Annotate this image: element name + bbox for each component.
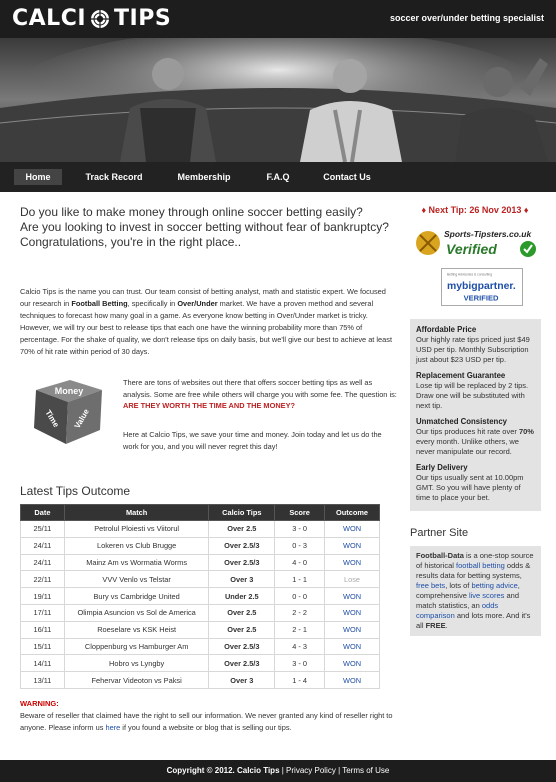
partner-text-2: odds & results data for betting systems, bbox=[416, 561, 531, 580]
warning-text-1: Beware of reseller that claimed have the right to sell our information. We never granted any kind of reseller right to anyone. Please inform us bbox=[20, 711, 393, 732]
col-score: Score bbox=[275, 505, 325, 521]
cell-tip: Over 3 bbox=[209, 571, 275, 588]
worth-paragraph bbox=[123, 377, 399, 412]
warning-title: WARNING: bbox=[20, 699, 59, 708]
cell-tip: Over 2.5 bbox=[209, 521, 275, 538]
cell-tip: Over 2.5 bbox=[209, 621, 275, 638]
partner-name[interactable]: Football-Data bbox=[416, 551, 464, 560]
worth-text: There are tons of websites out there that offers soccer betting tips as well as analysis. Some are free while others will charge you with some fee. The question is: bbox=[123, 378, 397, 399]
sports-tipsters-verified-badge[interactable] bbox=[410, 223, 540, 261]
cell-match: Fehervar Videoton vs Paksi bbox=[64, 672, 209, 689]
hero-banner bbox=[0, 38, 556, 162]
table-row bbox=[21, 521, 380, 538]
cell-outcome[interactable]: WON bbox=[325, 672, 380, 689]
cell-date: 15/11 bbox=[21, 638, 65, 655]
cell-match: Bury vs Cambridge United bbox=[64, 588, 209, 605]
cell-match: Hobro vs Lyngby bbox=[64, 655, 209, 672]
col-date: Date bbox=[21, 505, 65, 521]
nav-membership[interactable]: Membership bbox=[177, 172, 231, 182]
cell-match: Olimpia Asuncion vs Sol de America bbox=[64, 604, 209, 621]
cell-outcome[interactable]: WON bbox=[325, 655, 380, 672]
privacy-policy-link[interactable]: Privacy Policy bbox=[286, 766, 336, 775]
cell-score: 4 - 3 bbox=[275, 638, 325, 655]
cell-date: 25/11 bbox=[21, 521, 65, 538]
cell-score: 1 - 1 bbox=[275, 571, 325, 588]
site-footer bbox=[0, 760, 556, 782]
cell-date: 24/11 bbox=[21, 537, 65, 554]
table-row bbox=[21, 672, 380, 689]
cell-match: Roeselare vs KSK Heist bbox=[64, 621, 209, 638]
cell-date: 24/11 bbox=[21, 554, 65, 571]
dice-word-time: Time bbox=[43, 408, 61, 429]
about-text-2: , specifically in bbox=[127, 299, 178, 308]
cell-outcome[interactable]: WON bbox=[325, 638, 380, 655]
site-header bbox=[0, 0, 556, 38]
promo-title-price: Affordable Price bbox=[416, 325, 477, 334]
table-row bbox=[21, 537, 380, 554]
cell-score: 3 - 0 bbox=[275, 655, 325, 672]
cell-tip: Over 3 bbox=[209, 672, 275, 689]
partner-text-1: is a one-stop source of historical bbox=[416, 551, 534, 570]
table-row bbox=[21, 621, 380, 638]
table-row bbox=[21, 604, 380, 621]
cell-match: Petrolul Ploiesti vs Viitorul bbox=[64, 521, 209, 538]
tips-table-body bbox=[21, 521, 380, 689]
cell-match: Mainz Am vs Wormatia Worms bbox=[64, 554, 209, 571]
promo-title-guarantee: Replacement Guarantee bbox=[416, 371, 506, 380]
about-text-1: Calcio Tips is the name you can trust. Our team consist of betting analyst, math and statistic expert. We focused our research in bbox=[20, 287, 386, 308]
promo-consistency-b: every month. Unlike others, we never manipulate our record. bbox=[416, 437, 519, 456]
warning-text bbox=[20, 710, 400, 734]
cell-score: 2 - 1 bbox=[275, 621, 325, 638]
logo-text-left: CALCI bbox=[12, 6, 87, 31]
nav-home[interactable]: Home bbox=[14, 169, 62, 185]
partner-text-3: , lots of bbox=[445, 581, 472, 590]
table-row bbox=[21, 571, 380, 588]
table-row bbox=[21, 655, 380, 672]
cell-outcome[interactable]: WON bbox=[325, 604, 380, 621]
cell-tip: Over 2.5/3 bbox=[209, 537, 275, 554]
promo-consistency-bold: 70% bbox=[518, 427, 534, 436]
warning-text-2: if you found a website or blog that is selling our tips. bbox=[120, 723, 292, 732]
footer-sep-2: | bbox=[335, 766, 343, 775]
cell-match: VVV Venlo vs Telstar bbox=[64, 571, 209, 588]
footer-sep-1: | bbox=[279, 766, 287, 775]
partner-text-6: and lots more. And it's all bbox=[416, 611, 531, 630]
intro-line-2: Are you looking to invest in soccer betting without fear of bankruptcy? bbox=[20, 220, 389, 234]
soccer-ball-icon bbox=[90, 9, 110, 29]
sports-tipsters-verified-text: Verified bbox=[446, 241, 497, 257]
col-calcio-tips: Calcio Tips bbox=[209, 505, 275, 521]
cell-match: Cloppenburg vs Hamburger Am bbox=[64, 638, 209, 655]
cell-date: 13/11 bbox=[21, 672, 65, 689]
footer-copyright: Copyright © 2012. Calcio Tips bbox=[166, 766, 280, 775]
nav-faq[interactable]: F.A.Q bbox=[266, 172, 290, 182]
partner-link-odds-comparison[interactable]: odds comparison bbox=[416, 601, 499, 620]
cell-score: 1 - 4 bbox=[275, 672, 325, 689]
cell-outcome[interactable]: WON bbox=[325, 621, 380, 638]
cell-score: 0 - 0 bbox=[275, 588, 325, 605]
sports-tipsters-name: Sports-Tipsters.co.uk bbox=[444, 229, 532, 239]
promo-title-delivery: Early Delivery bbox=[416, 463, 468, 472]
partner-link-free-bets[interactable]: free bets bbox=[416, 581, 446, 590]
partner-link-betting-advice[interactable]: betting advice bbox=[471, 581, 518, 590]
mbp-name: mybigpartner. bbox=[446, 280, 516, 292]
partner-site-title: Partner Site bbox=[410, 527, 469, 539]
cell-outcome[interactable]: WON bbox=[325, 554, 380, 571]
cell-score: 3 - 0 bbox=[275, 521, 325, 538]
dice-word-value: Value bbox=[72, 407, 91, 431]
partner-free: FREE bbox=[425, 621, 446, 630]
col-match: Match bbox=[64, 505, 209, 521]
intro-heading bbox=[20, 205, 400, 250]
cell-outcome[interactable]: WON bbox=[325, 537, 380, 554]
cell-date: 14/11 bbox=[21, 655, 65, 672]
cell-tip: Over 2.5/3 bbox=[209, 655, 275, 672]
partner-text-5: and match statistics, an bbox=[416, 591, 519, 610]
logo-text-right: TIPS bbox=[114, 6, 172, 31]
main-nav bbox=[0, 162, 556, 192]
cell-date: 17/11 bbox=[21, 604, 65, 621]
nav-contact-us[interactable]: Contact Us bbox=[323, 172, 371, 182]
mbp-verified: VERIFIED bbox=[463, 293, 499, 303]
cell-tip: Under 2.5 bbox=[209, 588, 275, 605]
join-paragraph: Here at Calcio Tips, we save your time and money. Join today and let us do the work for you, and you will never regret this day! bbox=[123, 430, 382, 451]
next-tip-date: ♦ Next Tip: 26 Nov 2013 ♦ bbox=[421, 205, 529, 215]
cell-score: 2 - 2 bbox=[275, 604, 325, 621]
cell-tip: Over 2.5/3 bbox=[209, 554, 275, 571]
money-time-value-dice-image bbox=[26, 376, 108, 448]
about-text-3: market. We have a proven method and several techniques to forecast how many goal in a game. As everyone know betting in Over/Under market is tricky. However, we will try our best to release tips that each one have the winning probability more than 75% of percentage. For the shake of quality, we don't release tips on daily basis, but we'll give our best to achieve at least 70% of hit rate within period of 30 days. bbox=[20, 299, 393, 356]
tips-outcome-table bbox=[20, 504, 380, 689]
mbp-top-text: Betting Advisories & consulting bbox=[446, 272, 493, 277]
site-tagline: soccer over/under betting specialist bbox=[389, 13, 544, 23]
about-bold-football-betting: Football Betting bbox=[71, 299, 128, 308]
cell-match: Lokeren vs Club Brugge bbox=[64, 537, 209, 554]
partner-box bbox=[410, 546, 541, 636]
cell-date: 16/11 bbox=[21, 621, 65, 638]
report-link[interactable]: here bbox=[105, 723, 121, 732]
promo-title-consistency: Unmatched Consistency bbox=[416, 417, 507, 426]
nav-track-record[interactable]: Track Record bbox=[85, 172, 143, 182]
latest-tips-title: Latest Tips Outcome bbox=[20, 484, 131, 498]
promo-consistency-a: Our tips produces hit rate over bbox=[416, 427, 519, 436]
cell-date: 19/11 bbox=[21, 588, 65, 605]
cell-score: 0 - 3 bbox=[275, 537, 325, 554]
intro-line-3: Congratulations, you're in the right place.. bbox=[20, 235, 242, 249]
promo-text-consistency bbox=[416, 427, 535, 457]
promo-text-guarantee: Lose tip will be replaced by 2 tips. Draw one will be substituted with next tip. bbox=[416, 381, 529, 410]
promo-text-delivery: Our tips usually sent at 10.00pm GMT. So you will have plenty of time to place your bet. bbox=[416, 473, 524, 502]
stadium-players-image bbox=[0, 38, 556, 162]
promo-box bbox=[410, 319, 541, 511]
worth-question: ARE THEY WORTH THE TIME AND THE MONEY? bbox=[123, 401, 296, 410]
about-bold-over-under: Over/Under bbox=[177, 299, 218, 308]
promo-text-price: Our highly rate tips priced just $49 USD per tip. Monthly Subscription just about $23 USD per tip. bbox=[416, 335, 530, 364]
cell-date: 22/11 bbox=[21, 571, 65, 588]
table-row bbox=[21, 638, 380, 655]
about-paragraph bbox=[20, 286, 398, 358]
cell-outcome[interactable]: WON bbox=[325, 521, 380, 538]
site-logo[interactable] bbox=[12, 6, 171, 31]
partner-text-4: , comprehensive bbox=[416, 581, 520, 600]
mybigpartner-verified-badge[interactable] bbox=[441, 268, 523, 306]
cell-score: 4 - 0 bbox=[275, 554, 325, 571]
partner-text-7: . bbox=[445, 621, 448, 630]
table-row bbox=[21, 554, 380, 571]
terms-of-use-link[interactable]: Terms of Use bbox=[342, 766, 390, 775]
cell-tip: Over 2.5/3 bbox=[209, 638, 275, 655]
cell-tip: Over 2.5 bbox=[209, 604, 275, 621]
partner-link-live-scores[interactable]: live scores bbox=[468, 591, 505, 600]
table-row bbox=[21, 588, 380, 605]
intro-line-1: Do you like to make money through online soccer betting easily? bbox=[20, 205, 363, 219]
cell-outcome[interactable]: Lose bbox=[325, 571, 380, 588]
partner-link-football-betting[interactable]: football betting bbox=[456, 561, 505, 570]
dice-word-money: Money bbox=[54, 386, 84, 396]
cell-outcome[interactable]: WON bbox=[325, 588, 380, 605]
col-outcome: Outcome bbox=[325, 505, 380, 521]
